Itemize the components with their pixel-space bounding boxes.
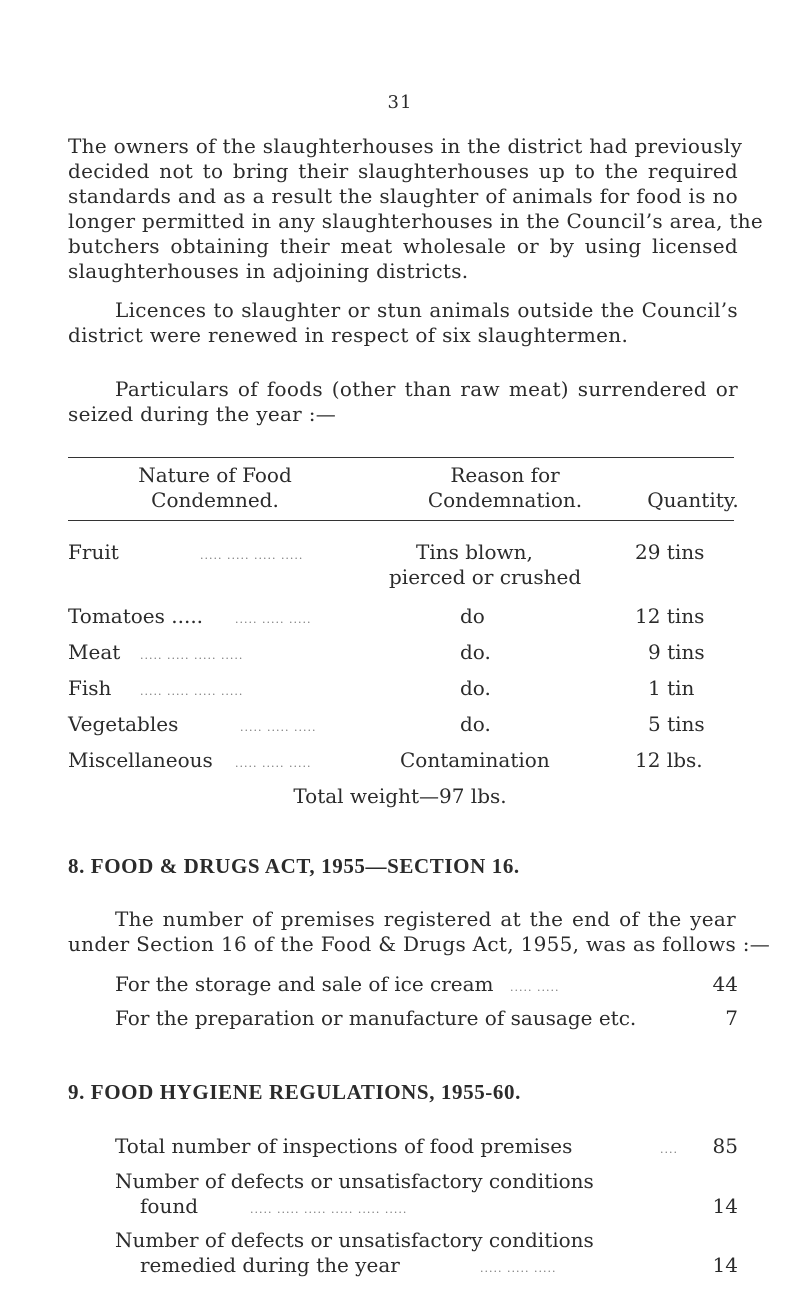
table-cell-reason: do. <box>460 712 491 736</box>
leader-dots: ..... ..... ..... ..... ..... ..... <box>250 1203 408 1216</box>
table-top-rule <box>68 457 734 458</box>
table-cell-reason: do. <box>460 676 491 700</box>
section-9-item-value: 14 <box>712 1194 738 1218</box>
section-8-item-value: 7 <box>725 1006 738 1030</box>
text-line: butchers obtaining their meat wholesale or by using licensed <box>68 234 738 258</box>
text-line: Particulars of foods (other than raw meat) surrendered or <box>115 377 738 401</box>
intro-paragraph-2 <box>68 298 738 348</box>
text-line: district were renewed in respect of six slaughtermen. <box>68 323 629 347</box>
leader-dots: ..... ..... ..... <box>235 613 312 626</box>
table-cell-quantity: 29 tins <box>635 540 705 564</box>
text-line: decided not to bring their slaughterhouses up to the required <box>68 159 738 183</box>
section-9-heading: 9. FOOD HYGIENE REGULATIONS, 1955-60. <box>68 1080 521 1104</box>
section-9-item-label: Number of defects or unsatisfactory conditions <box>115 1169 594 1193</box>
text-line: The owners of the slaughterhouses in the district had previously <box>68 134 743 158</box>
text-line: Licences to slaughter or stun animals outside the Council’s <box>115 298 738 322</box>
table-cell-food: Fish <box>68 676 112 700</box>
text-line: The number of premises registered at the end of the year <box>115 907 736 931</box>
table-cell-reason: Tins blown, <box>416 540 533 564</box>
table-cell-quantity: 12 lbs. <box>635 748 703 772</box>
text-line: under Section 16 of the Food & Drugs Act, 1955, was as follows :— <box>68 932 771 956</box>
leader-dots: ..... ..... ..... ..... <box>140 649 244 662</box>
table-cell-reason: do. <box>460 640 491 664</box>
section-9-item-value: 85 <box>712 1134 738 1158</box>
leader-dots: ..... ..... <box>510 981 560 994</box>
table-cell-quantity: 1 tin <box>648 676 695 700</box>
section-9-item-label: Number of defects or unsatisfactory conditions <box>115 1228 594 1252</box>
header-reason-for-condemnation: Reason for Condemnation. <box>427 463 583 512</box>
table-cell-quantity: 5 tins <box>648 712 705 736</box>
text-line: slaughterhouses in adjoining districts. <box>68 259 469 283</box>
header-quantity: Quantity. <box>647 488 739 512</box>
table-cell-reason: do <box>460 604 485 628</box>
section-8-paragraph <box>68 907 771 957</box>
leader-dots: ..... ..... ..... <box>235 757 312 770</box>
section-8-item-value: 44 <box>712 972 738 996</box>
table-cell-reason: Contamination <box>400 748 550 772</box>
table-cell-food: Tomatoes ..... <box>68 604 204 628</box>
table-cell-quantity: 12 tins <box>635 604 705 628</box>
text-line: seized during the year :— <box>68 402 337 426</box>
leader-dots: ..... ..... ..... <box>240 721 317 734</box>
leader-dots: ..... ..... ..... ..... <box>200 549 304 562</box>
table-total: Total weight—97 lbs. <box>293 784 507 808</box>
table-cell-quantity: 9 tins <box>648 640 705 664</box>
text-line: longer permitted in any slaughterhouses in the Council’s area, the <box>68 209 764 233</box>
intro-paragraph-1 <box>68 134 764 284</box>
leader-dots: ..... ..... ..... ..... <box>140 685 244 698</box>
table-cell-food: Miscellaneous <box>68 748 213 772</box>
table-cell-food: Vegetables <box>68 712 179 736</box>
leader-dots: ..... ..... ..... <box>480 1262 557 1275</box>
section-9-item-label-continued: found <box>140 1194 199 1218</box>
section-8-heading: 8. FOOD & DRUGS ACT, 1955—SECTION 16. <box>68 854 520 878</box>
text-line: standards and as a result the slaughter of animals for food is no <box>68 184 738 208</box>
table-header-rule <box>68 520 734 521</box>
leader-dots: .... <box>660 1143 678 1156</box>
table-cell-food: Meat <box>68 640 121 664</box>
page-number: 31 <box>387 92 413 113</box>
section-9-item-value: 14 <box>712 1253 738 1277</box>
header-nature-of-food: Nature of Food Condemned. <box>138 463 292 512</box>
intro-paragraph-3 <box>68 377 738 427</box>
section-8-item-label: For the storage and sale of ice cream <box>115 972 494 996</box>
section-9-item-label: Total number of inspections of food premises <box>115 1134 573 1158</box>
table-cell-food: Fruit <box>68 540 119 564</box>
section-9-item-label-continued: remedied during the year <box>140 1253 400 1277</box>
table-cell-reason: pierced or crushed <box>389 565 582 589</box>
section-8-item-label: For the preparation or manufacture of sausage etc. <box>115 1006 637 1030</box>
